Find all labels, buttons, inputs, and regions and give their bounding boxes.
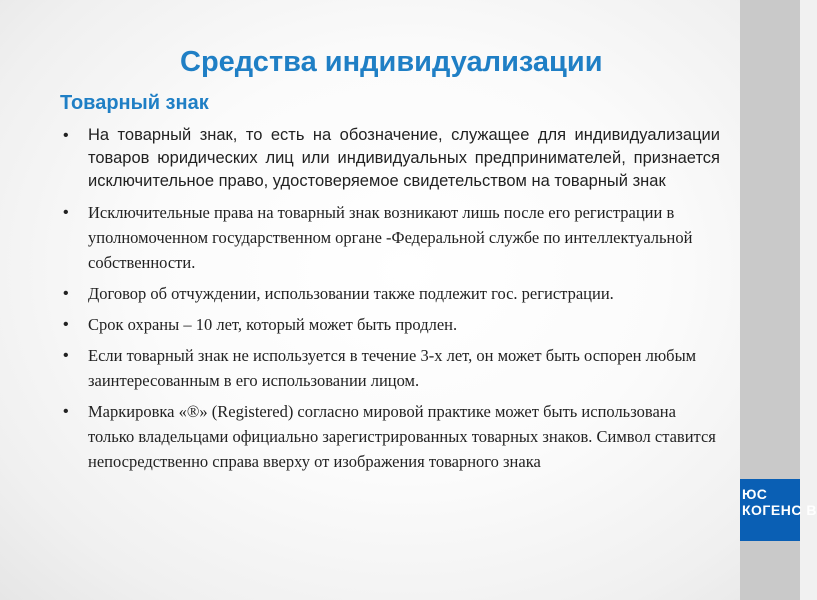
logo-text-line-2: КОГЕНС В — [742, 502, 817, 518]
bullet-list — [60, 124, 720, 480]
bullet-marker: • — [63, 403, 69, 420]
bullet-item-non-use — [60, 343, 720, 393]
bullet-text: Исключительные права на товарный знак возникают лишь после его регистрации в уполномоченном государственном органе -Федеральной службе по интеллектуальной собственности. — [88, 203, 693, 272]
slide-subtitle: Товарный знак — [60, 92, 209, 114]
bullet-text: На товарный знак, то есть на обозначение, служащее для индивидуализации товаров юридических лиц или индивидуальных предпринимателей, признается исключительное право, удостоверяемое свидетельством на товарный знак — [88, 126, 720, 190]
bullet-text: Маркировка «®» (Registered) согласно мировой практике может быть использована только владельцами официально зарегистрированных товарных знаков. Символ ставится непосредственно справа вверху от изображения товарного знака — [88, 402, 716, 471]
bullet-text: Договор об отчуждении, использовании также подлежит гос. регистрации. — [88, 284, 614, 303]
bullet-item-alienation-agreement — [60, 281, 720, 306]
bullet-marker: • — [63, 316, 69, 333]
bullet-item-registered-marking — [60, 399, 720, 474]
bullet-item-trademark-definition — [60, 124, 720, 193]
brand-logo — [740, 479, 817, 541]
bullet-text: Если товарный знак не используется в течение 3-х лет, он может быть оспорен любым заинтересованным в его использовании лицом. — [88, 346, 697, 390]
bullet-marker: • — [63, 285, 69, 302]
bullet-marker: • — [63, 127, 69, 144]
bullet-marker: • — [63, 204, 69, 221]
logo-text-line-1: ЮС — [742, 486, 768, 502]
bullet-text: Срок охраны – 10 лет, который может быть продлен. — [88, 315, 458, 334]
bullet-marker: • — [63, 347, 69, 364]
bullet-item-protection-term — [60, 312, 720, 337]
slide-title: Средства индивидуализации — [180, 46, 603, 78]
bullet-item-exclusive-rights — [60, 200, 720, 275]
